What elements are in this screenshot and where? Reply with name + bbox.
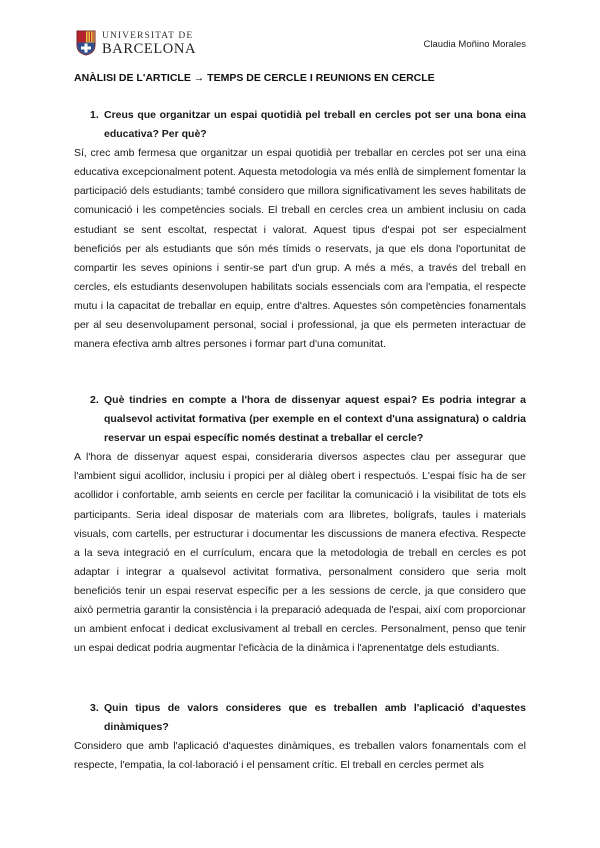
question-1 [74,106,526,144]
university-shield-icon [76,30,96,56]
answer-3: Considero que amb l'aplicació d'aquestes dinàmiques, es treballen valors fonamentals com el respecte, l'empatia, la col·laboració i el pensament crític. El treball en cercles permet als [74,740,526,772]
author-name: Claudia Moñino Morales [423,39,526,50]
section-3 [74,699,526,775]
question-text: Què tindries en compte a l'hora de dissenyar aquest espai? Es podria integrar a qualsevol activitat formativa (per exemple en el context d'una assignatura) o caldria reservar un espai específic només destinat a treballar el cercle? [104,394,526,445]
section-1 [74,106,526,354]
question-text: Quin tipus de valors consideres que es treballen amb l'aplicació d'aquestes dinàmiques? [104,702,526,734]
university-logo [76,30,197,58]
question-number: 3. [90,702,99,714]
question-3 [74,699,526,737]
document-title: ANÀLISI DE L'ARTICLE → TEMPS DE CERCLE I REUNIONS EN CERCLE [74,72,435,84]
section-2 [74,391,526,658]
answer-2: A l'hora de dissenyar aquest espai, consideraria diversos aspectes clau per assegurar que l'ambient sigui acollidor, inclusiu i propici per al diàleg obert i respectuós. L'espai físic ha de ser acollidor i confortable, amb seients en cercle per facilitar la comunicació i la visibilitat de tots els participants. Seria ideal disposar de materials com ara llibretes, bolígrafs, taules i materials visuals, com cartells, per estructurar i documentar les discussions de manera efectiva. Respecte a la seva integració en el currículum, encara que la metodologia de treball en cercles es pot adaptar i integrar a qualsevol activitat formativa, personalment considero que seria molt beneficiós tenir un espai reservat específic per a les sessions de cercle, ja que considero que això permetria garantir la consistència i la preparació adequada de l'espai, així com proporcionar un ambient enfocat i dedicat exclusivament al treball en cercles. Personalment, penso que tenir un espai dedicat podria augmentar l'eficàcia de la dinàmica i l'aprenentatge dels estudiants. [74,451,526,655]
question-number: 2. [90,394,99,406]
logo-text-line1: UNIVERSITAT DE [102,31,194,41]
question-number: 1. [90,109,99,121]
logo-text-line2: BARCELONA [102,41,197,57]
question-2 [74,391,526,448]
answer-1: Sí, crec amb fermesa que organitzar un espai quotidià per treballar en cercles pot ser una eina educativa excepcionalment potent. Aquesta metodologia va més enllà de simplement fomentar la participació dels estudiants; també considero que millora significativament les seves habilitats de comunicació i les competències socials. El treball en cercles crea un ambient inclusiu on cada estudiant se sent escoltat, respectat i valorat. Aquest tipus d'espai pot ser especialment beneficiós per als estudiants que són més tímids o reservats, ja que els dona l'oportunitat de compartir les seves opinions i sentir-se part d'un grup. A més a més, a través del treball en cercles, els estudiants desenvolupen habilitats socials essencials com ara l'empatia, el respecte mutu i la capacitat de treballar en equip, entre d'altres. Aquestes són competències fonamentals per al seu desenvolupament personal, social i professional, ja que els permeten interactuar de manera efectiva amb altres persones i formar part d'una comunitat. [74,147,526,351]
question-text: Creus que organitzar un espai quotidià pel treball en cercles pot ser una bona eina educativa? Per què? [104,109,526,141]
